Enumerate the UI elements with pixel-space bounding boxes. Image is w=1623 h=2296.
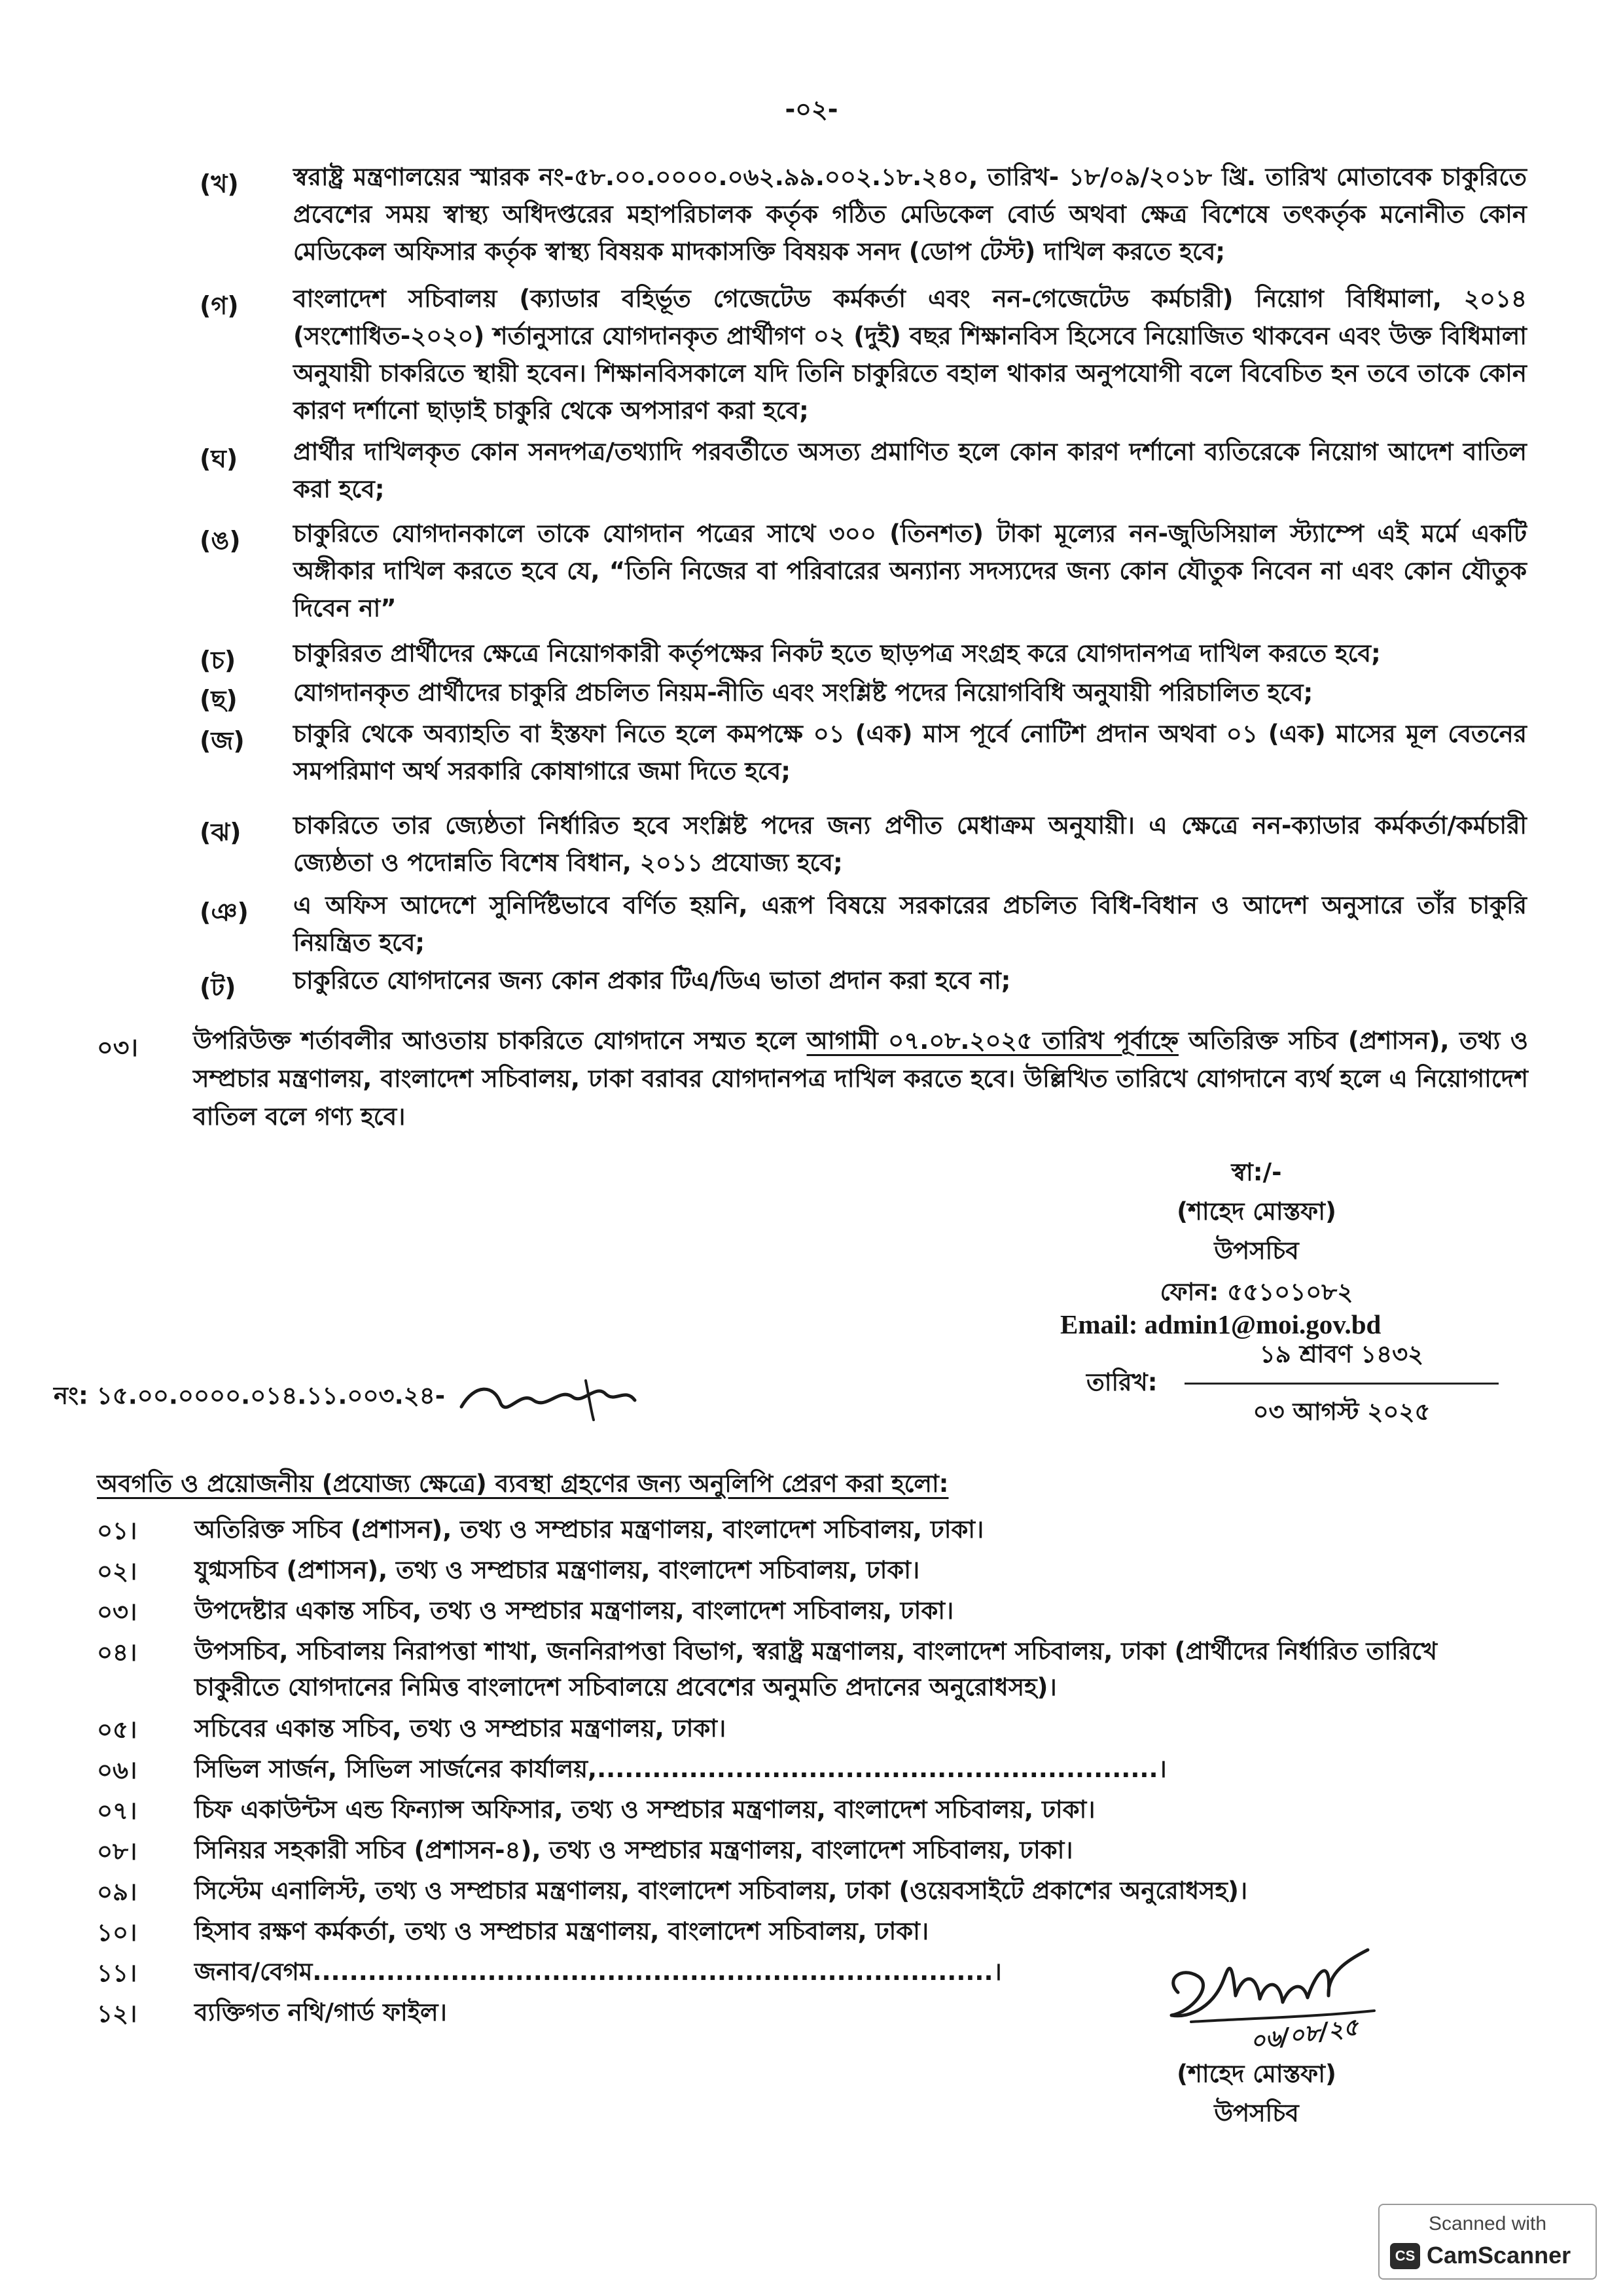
- date-english: ০৩ আগস্ট ২০২৫: [1253, 1398, 1431, 1426]
- list-number: ০১।: [97, 1517, 137, 1545]
- handwritten-reference: [455, 1371, 651, 1423]
- reference-number: নং: ১৫.০০.০০০০.০১৪.১১.০০৩.২৪-: [54, 1381, 446, 1410]
- item-label: (ঞ): [200, 898, 249, 927]
- final-signatory-designation: উপসচিব: [1214, 2099, 1299, 2127]
- list-number: ০৬।: [97, 1756, 137, 1784]
- item-text: চাকুরি থেকে অব্যাহতি বা ইস্তফা নিতে হলে কমপক্ষে ০১ (এক) মাস পূর্বে নোটিশ প্রদান অথবা ০১ (এক) মাসের মূল বেতনের সমপরিমাণ অর্থ সরকারি কোষাগারে জমা দিতে হবে;: [293, 720, 1527, 785]
- list-text: উপসচিব, সচিবালয় নিরাপত্তা শাখা, জননিরাপত্তা বিভাগ, স্বরাষ্ট্র মন্ত্রণালয়, বাংলাদেশ সচিবালয়, ঢাকা (প্রার্থীদের নির্ধারিত তারিখে চাকুরীতে যোগদানের নিমিত্ত বাংলাদেশ সচিবালয়ে প্রবেশের অনুমতি প্রদানের অনুরোধসহ)।: [194, 1637, 1438, 1701]
- email-address: Email: admin1@moi.gov.bd: [1060, 1309, 1382, 1339]
- item-label: (চ): [200, 646, 236, 675]
- item-label: (ছ): [200, 685, 238, 714]
- list-number: ১২।: [97, 2000, 137, 2028]
- list-text: হিসাব রক্ষণ কর্মকর্তা, তথ্য ও সম্প্রচার মন্ত্রণালয়, বাংলাদেশ সচিবালয়, ঢাকা।: [194, 1917, 929, 1945]
- list-text: সচিবের একান্ত সচিব, তথ্য ও সম্প্রচার মন্ত্রণালয়, ঢাকা।: [194, 1714, 726, 1742]
- item-label: (গ): [200, 291, 239, 320]
- item-label: (খ): [200, 169, 239, 198]
- date-label: তারিখ:: [1086, 1368, 1158, 1396]
- list-number: ১১।: [97, 1959, 137, 1987]
- phone-number: ফোন: ৫৫১০১০৮২: [1160, 1278, 1353, 1306]
- item-text: স্বরাষ্ট্র মন্ত্রণালয়ের স্মারক নং-৫৮.০০.০০০০.০৬২.৯৯.০০২.১৮.২৪০, তারিখ- ১৮/০৯/২০১৮ খ্রি. তারিখ মোতাবেক চাকুরিতে প্রবেশের সময় স্বাস্থ্য অধিদপ্তরের মহাপরিচালক কর্তৃক গঠিত মেডিকেল বোর্ড অথবা ক্ষেত্র বিশেষে তৎকর্তৃক মনোনীত কোন মেডিকেল অফিসার কর্তৃক স্বাস্থ্য বিষয়ক মাদকাসক্তি বিষয়ক সনদ (ডোপ টেস্ট) দাখিল করতে হবে;: [293, 163, 1527, 266]
- list-number: ০৫।: [97, 1716, 137, 1744]
- signatory-designation: উপসচিব: [1214, 1237, 1299, 1265]
- watermark-brand: CamScanner: [1427, 2242, 1571, 2269]
- list-number: ০৭।: [97, 1797, 137, 1825]
- item-label: (ট): [200, 973, 236, 1002]
- joining-deadline-paragraph: [193, 1022, 1528, 1136]
- watermark-caption: Scanned with: [1428, 2213, 1547, 2234]
- list-text: চিফ একাউন্টস এন্ড ফিন্যান্স অফিসার, তথ্য ও সম্প্রচার মন্ত্রণালয়, বাংলাদেশ সচিবালয়, ঢাকা।: [194, 1795, 1096, 1824]
- page-number: -০২-: [785, 95, 838, 124]
- list-text: অতিরিক্ত সচিব (প্রশাসন), তথ্য ও সম্প্রচার মন্ত্রণালয়, বাংলাদেশ সচিবালয়, ঢাকা।: [194, 1515, 984, 1544]
- deadline-highlight: আগামী ০৭.০৮.২০২৫ তারিখ পূর্বাহ্নে: [806, 1027, 1179, 1055]
- list-text: জনাব/বেগম..........................................................................।: [194, 1958, 1002, 1986]
- memo-reference: [54, 1371, 651, 1423]
- list-number: ১০।: [97, 1918, 137, 1947]
- item-text: চাকুরিতে যোগদানকালে তাকে যোগদান পত্রের সাথে ৩০০ (তিনশত) টাকা মূল্যের নন-জুডিসিয়াল স্ট্যাম্পে এই মর্মে একটি অঙ্গীকার দাখিল করতে হবে যে, “তিনি নিজের বা পরিবারের অন্যান্য সদস্যদের জন্য কোন যৌতুক নিবেন না এবং কোন যৌতুক দিবেন না”: [293, 520, 1527, 622]
- paragraph-text-end: অতিরিক্ত সচিব (প্রশাসন), তথ্য ও সম্প্রচার মন্ত্রণালয়, বাংলাদেশ সচিবালয়, ঢাকা বরাবর যোগদানপত্র দাখিল করতে হবে। উল্লিখিত তারিখে যোগদানে ব্যর্থ হলে এ নিয়োগাদেশ বাতিল বলে গণ্য হবে।: [193, 1027, 1528, 1131]
- list-text: সিস্টেম এনালিস্ট, তথ্য ও সম্প্রচার মন্ত্রণালয়, বাংলাদেশ সচিবালয়, ঢাকা (ওয়েবসাইটে প্রকাশের অনুরোধসহ)।: [194, 1877, 1248, 1905]
- item-text: এ অফিস আদেশে সুনির্দিষ্টভাবে বর্ণিত হয়নি, এরূপ বিষয়ে সরকারের প্রচলিত বিধি-বিধান ও আদেশ অনুসারে তাঁর চাকুরি নিয়ন্ত্রিত হবে;: [293, 891, 1527, 957]
- item-text: যোগদানকৃত প্রার্থীদের চাকুরি প্রচলিত নিয়ম-নীতি এবং সংশ্লিষ্ট পদের নিয়োগবিধি অনুযায়ী পরিচালিত হবে;: [293, 679, 1313, 707]
- paragraph-number: ০৩।: [97, 1033, 139, 1062]
- signature-date: ০৬/০৮/২৫: [1248, 2013, 1361, 2056]
- camscanner-watermark: [1378, 2204, 1597, 2280]
- item-text: চাকরিতে তার জ্যেষ্ঠতা নির্ধারিত হবে সংশ্লিষ্ট পদের জন্য প্রণীত মেধাক্রম অনুযায়ী। এ ক্ষেত্রে নন-ক্যাডার কর্মকর্তা/কর্মচারী জ্যেষ্ঠতা ও পদোন্নতি বিশেষ বিধান, ২০১১ প্রযোজ্য হবে;: [293, 811, 1527, 877]
- list-text: সিনিয়র সহকারী সচিব (প্রশাসন-৪), তথ্য ও সম্প্রচার মন্ত্রণালয়, বাংলাদেশ সচিবালয়, ঢাকা।: [194, 1836, 1073, 1864]
- item-text: বাংলাদেশ সচিবালয় (ক্যাডার বহির্ভূত গেজেটেড কর্মকর্তা এবং নন-গেজেটেড কর্মচারী) নিয়োগ বিধিমালা, ২০১৪ (সংশোধিত-২০২০) শর্তানুসারে যোগদানকৃত প্রার্থীগণ ০২ (দুই) বছর শিক্ষানবিস হিসেবে নিয়োজিত থাকবেন এবং উক্ত বিধিমালা অনুযায়ী চাকরিতে স্থায়ী হবেন। শিক্ষানবিসকালে যদি তিনি চাকুরিতে বহাল থাকার অনুপযোগী বলে বিবেচিত হন তবে তাকে কোন কারণ দর্শানো ছাড়াই চাকুরি থেকে অপসারণ করা হবে;: [293, 285, 1527, 425]
- list-number: ০৪।: [97, 1638, 137, 1667]
- list-number: ০২।: [97, 1557, 137, 1585]
- signatory-name: (শাহেদ মোস্তফা): [1177, 1197, 1336, 1226]
- list-number: ০৩।: [97, 1598, 137, 1626]
- item-label: (ঙ): [200, 526, 241, 555]
- list-text: উপদেষ্টার একান্ত সচিব, তথ্য ও সম্প্রচার মন্ত্রণালয়, বাংলাদেশ সচিবালয়, ঢাকা।: [194, 1597, 954, 1625]
- list-number: ০৯।: [97, 1878, 137, 1906]
- list-text: সিভিল সার্জন, সিভিল সার্জনের কার্যালয়,.............................................................।: [194, 1755, 1167, 1783]
- item-text: চাকুরিরত প্রার্থীদের ক্ষেত্রে নিয়োগকারী কর্তৃপক্ষের নিকট হতে ছাড়পত্র সংগ্রহ করে যোগদানপত্র দাখিল করতে হবে;: [293, 639, 1381, 667]
- item-label: (জ): [200, 726, 245, 755]
- item-text: চাকুরিতে যোগদানের জন্য কোন প্রকার টিএ/ডিএ ভাতা প্রদান করা হবে না;: [293, 966, 1011, 995]
- date-bangla: ১৯ শ্রাবণ ১৪৩২: [1185, 1335, 1499, 1385]
- list-text: ব্যক্তিগত নথি/গার্ড ফাইল।: [194, 1998, 447, 2026]
- memo-date: [1185, 1335, 1499, 1434]
- item-label: (ঝ): [200, 818, 241, 847]
- final-signatory-name: (শাহেদ মোস্তফা): [1177, 2060, 1336, 2088]
- copy-to-heading: অবগতি ও প্রয়োজনীয় (প্রযোজ্য ক্ষেত্রে) ব্যবস্থা গ্রহণের জন্য অনুলিপি প্রেরণ করা হলো:: [97, 1470, 949, 1498]
- paragraph-text-start: উপরিউক্ত শর্তাবলীর আওতায় চাকরিতে যোগদানে সম্মত হলে: [193, 1027, 807, 1055]
- list-number: ০৮।: [97, 1837, 137, 1865]
- camscanner-logo-icon: CS: [1390, 2243, 1420, 2269]
- item-label: (ঘ): [200, 444, 238, 473]
- list-text: যুগ্মসচিব (প্রশাসন), তথ্য ও সম্প্রচার মন্ত্রণালয়, বাংলাদেশ সচিবালয়, ঢাকা।: [194, 1556, 920, 1584]
- item-text: প্রার্থীর দাখিলকৃত কোন সনদপত্র/তথ্যাদি পরবর্তীতে অসত্য প্রমাণিত হলে কোন কারণ দর্শানো ব্যতিরেকে নিয়োগ আদেশ বাতিল করা হবে;: [293, 438, 1527, 503]
- signed-mark: স্বা:/-: [1231, 1158, 1282, 1186]
